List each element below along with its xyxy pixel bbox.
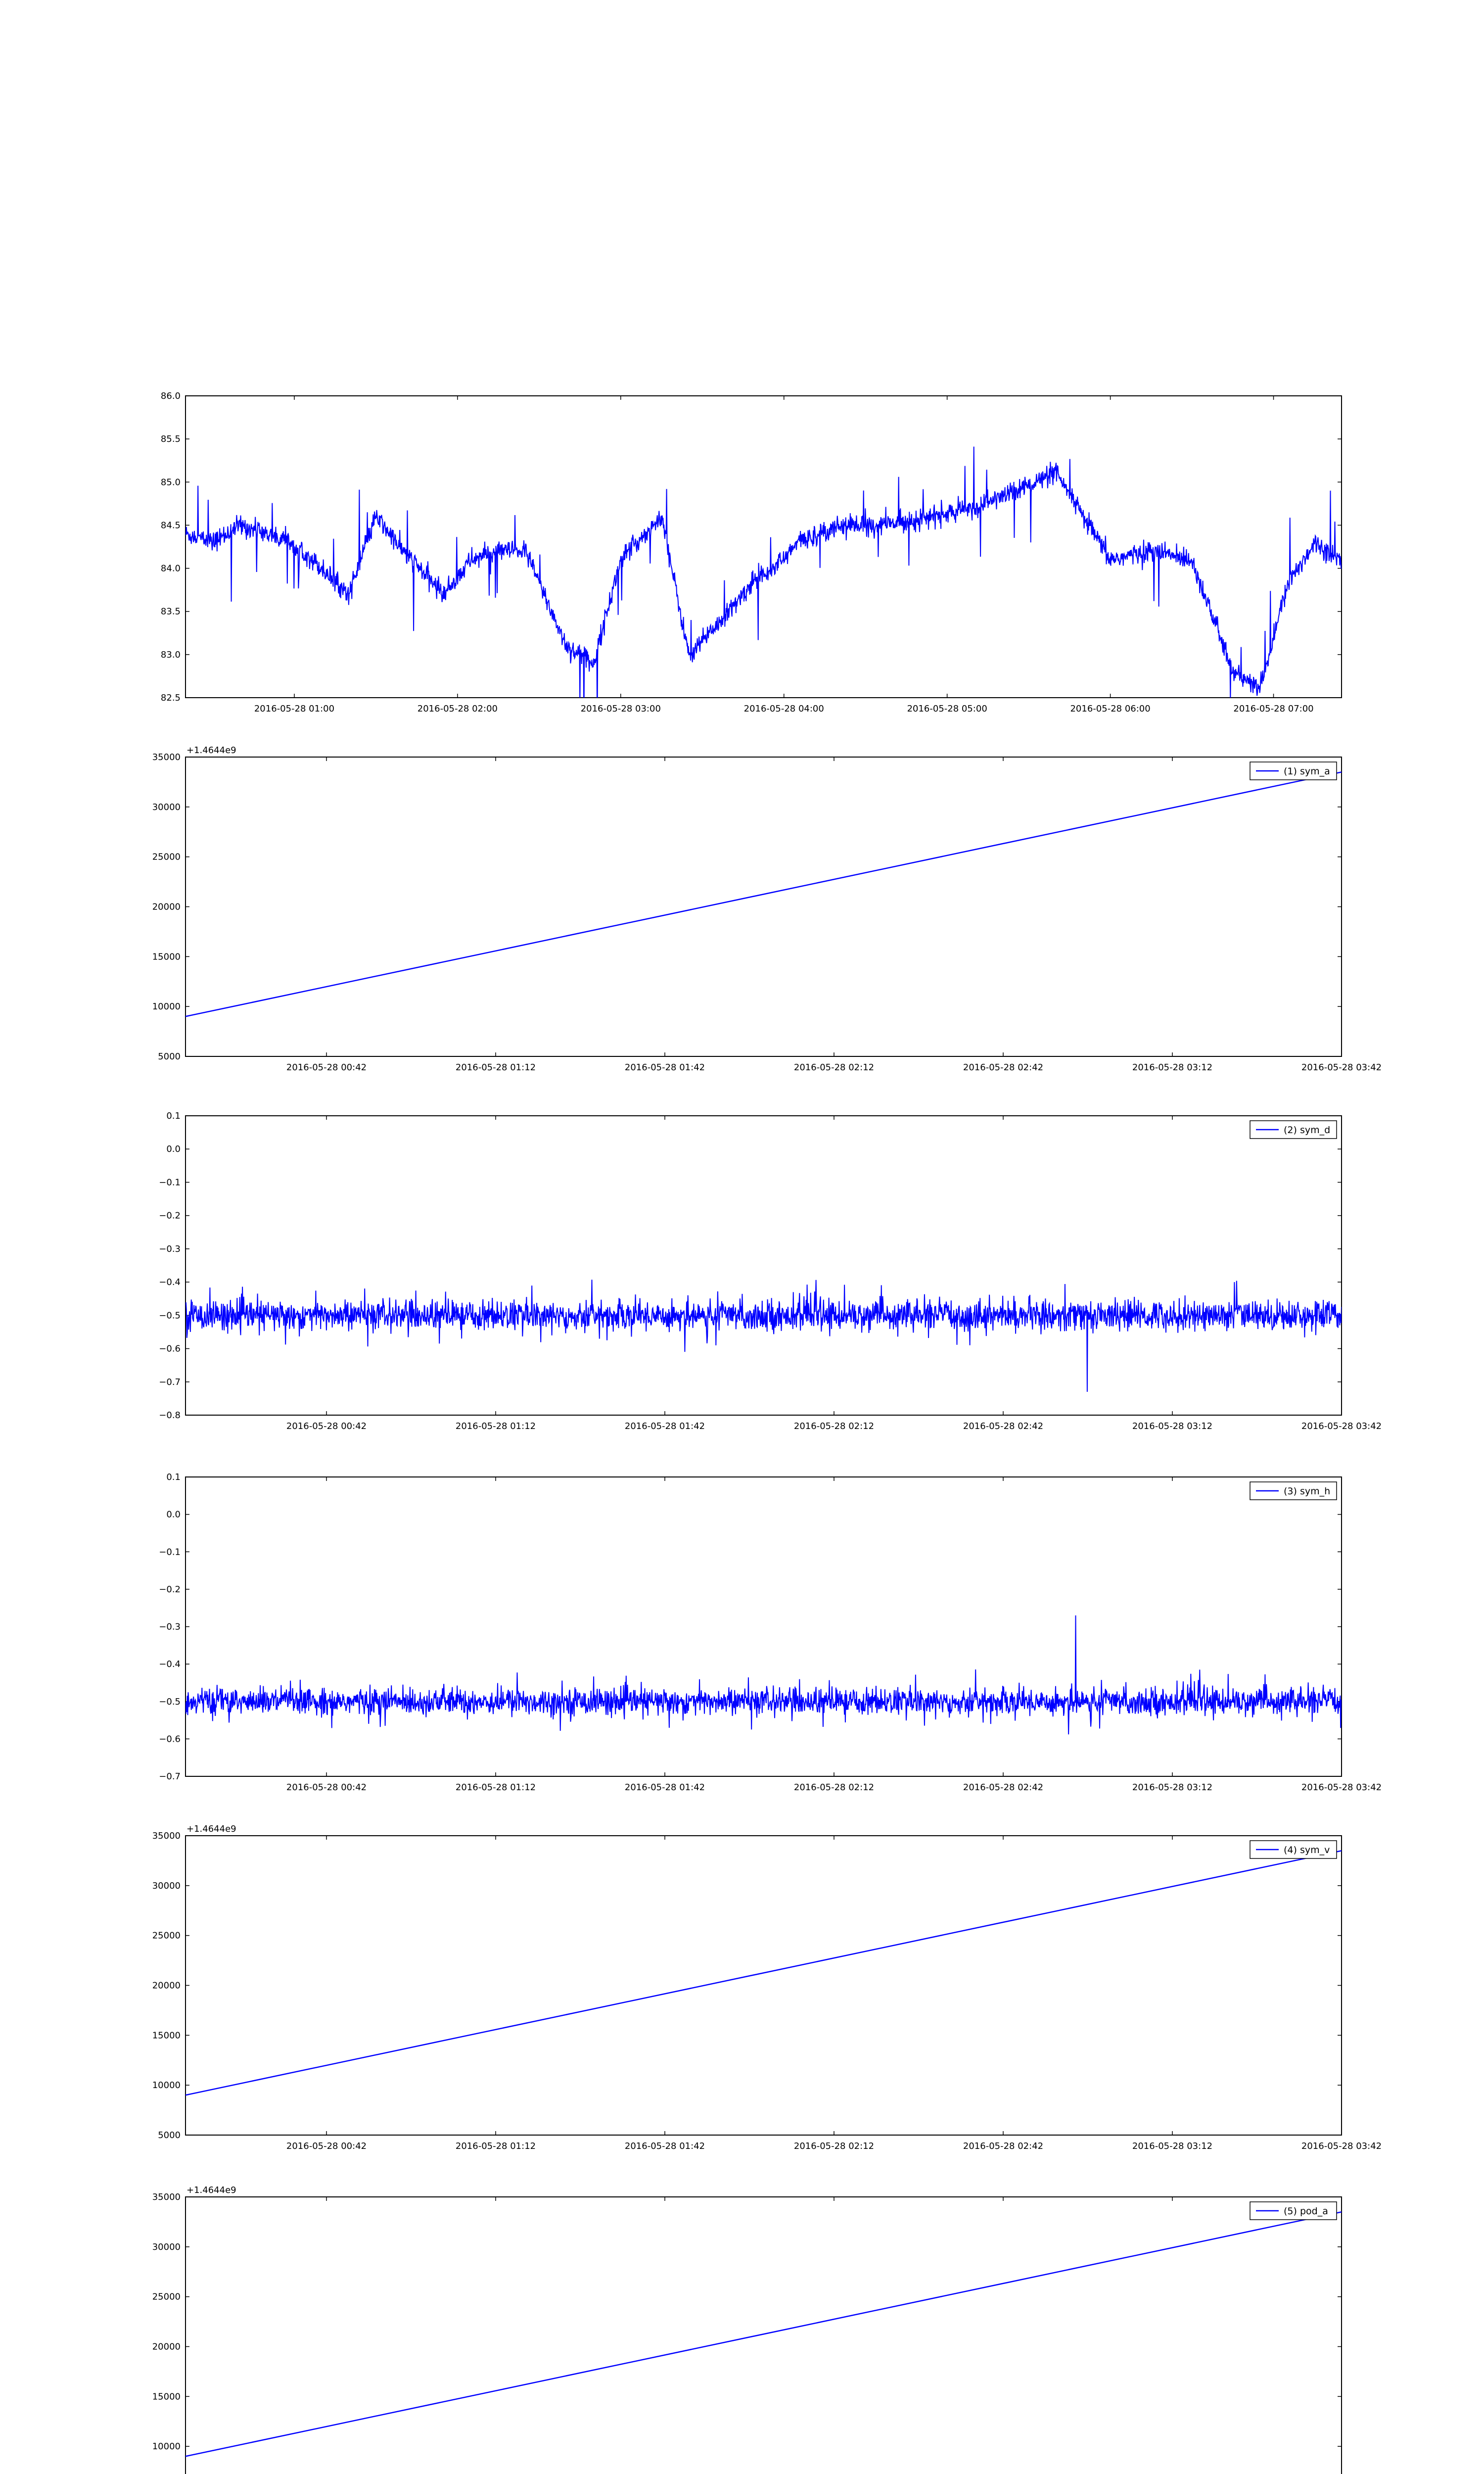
x-tick-label: 2016-05-28 01:00 xyxy=(254,704,335,714)
series-line-1 xyxy=(186,1851,1342,2095)
x-tick-label: 2016-05-28 01:42 xyxy=(624,2141,705,2151)
chart-panel-3 xyxy=(159,1111,1382,1431)
series-line-1 xyxy=(186,772,1342,1016)
legend-label: (2) sym_d xyxy=(1284,1125,1331,1136)
x-tick-label: 2016-05-28 00:42 xyxy=(286,1782,367,1793)
y-tick-label: 15000 xyxy=(152,952,181,962)
y-tick-label: 30000 xyxy=(152,802,181,812)
x-tick-label: 2016-05-28 02:12 xyxy=(793,1782,875,1793)
x-tick-label: 2016-05-28 01:42 xyxy=(624,1421,705,1431)
y-tick-label: −0.5 xyxy=(159,1310,181,1321)
x-tick-label: 2016-05-28 02:00 xyxy=(417,704,498,714)
x-tick-label: 2016-05-28 02:42 xyxy=(963,1062,1044,1073)
series-line-1 xyxy=(186,1280,1342,1392)
x-tick-label: 2016-05-28 03:12 xyxy=(1132,1062,1213,1073)
x-tick-label: 2016-05-28 03:42 xyxy=(1301,1421,1382,1431)
y-tick-label: −0.4 xyxy=(159,1659,181,1670)
y-tick-label: 0.0 xyxy=(166,1144,181,1155)
y-tick-label: 35000 xyxy=(152,752,181,762)
y-tick-label: 83.0 xyxy=(160,649,181,660)
chart-panel-5 xyxy=(152,1824,1382,2151)
x-tick-label: 2016-05-28 02:12 xyxy=(793,2141,875,2151)
y-tick-label: 30000 xyxy=(152,1880,181,1891)
y-tick-label: −0.7 xyxy=(159,1771,181,1782)
x-tick-label: 2016-05-28 02:12 xyxy=(793,1421,875,1431)
y-tick-label: 30000 xyxy=(152,2241,181,2252)
x-tick-label: 2016-05-28 03:42 xyxy=(1301,2141,1382,2151)
x-tick-label: 2016-05-28 03:12 xyxy=(1132,1421,1213,1431)
y-tick-label: 25000 xyxy=(152,1930,181,1941)
y-tick-label: 85.5 xyxy=(160,434,181,445)
x-tick-label: 2016-05-28 03:42 xyxy=(1301,1782,1382,1793)
chart-panel-2 xyxy=(152,745,1382,1073)
x-tick-label: 2016-05-28 06:00 xyxy=(1070,704,1151,714)
y-tick-label: −0.7 xyxy=(159,1377,181,1387)
x-tick-label: 2016-05-28 02:12 xyxy=(793,1062,875,1073)
y-tick-label: −0.1 xyxy=(159,1177,181,1188)
x-tick-label: 2016-05-28 01:12 xyxy=(455,1062,536,1073)
y-tick-label: 84.5 xyxy=(160,520,181,531)
y-tick-label: 83.5 xyxy=(160,606,181,617)
x-tick-label: 2016-05-28 01:12 xyxy=(455,1782,536,1793)
y-tick-label: 25000 xyxy=(152,2291,181,2302)
legend-label: (1) sym_a xyxy=(1284,766,1330,777)
y-tick-label: 82.5 xyxy=(160,693,181,703)
x-tick-label: 2016-05-28 00:42 xyxy=(286,1062,367,1073)
x-tick-label: 2016-05-28 01:42 xyxy=(624,1062,705,1073)
x-tick-label: 2016-05-28 00:42 xyxy=(286,1421,367,1431)
chart-panel-1 xyxy=(161,391,1342,725)
x-tick-label: 2016-05-28 07:00 xyxy=(1233,704,1314,714)
y-offset-text: +1.4644e9 xyxy=(186,2185,236,2195)
y-tick-label: −0.6 xyxy=(159,1734,181,1745)
x-tick-label: 2016-05-28 01:12 xyxy=(455,1421,536,1431)
y-tick-label: −0.1 xyxy=(159,1547,181,1558)
y-offset-text: +1.4644e9 xyxy=(186,745,236,756)
chart-panel-4 xyxy=(159,1472,1382,1793)
x-tick-label: 2016-05-28 03:12 xyxy=(1132,2141,1213,2151)
legend-label: (4) sym_v xyxy=(1284,1845,1330,1856)
y-tick-label: 0.1 xyxy=(166,1111,181,1121)
y-tick-label: 10000 xyxy=(152,1001,181,1012)
chart-panel-6 xyxy=(152,2185,1382,2474)
y-offset-text: +1.4644e9 xyxy=(186,1824,236,1834)
x-tick-label: 2016-05-28 03:42 xyxy=(1301,1062,1382,1073)
x-tick-label: 2016-05-28 04:00 xyxy=(743,704,824,714)
y-tick-label: 20000 xyxy=(152,1980,181,1991)
y-tick-label: −0.6 xyxy=(159,1343,181,1354)
y-tick-label: 0.1 xyxy=(166,1472,181,1482)
x-tick-label: 2016-05-28 02:42 xyxy=(963,1782,1044,1793)
x-tick-label: 2016-05-28 00:42 xyxy=(286,2141,367,2151)
x-tick-label: 2016-05-28 02:42 xyxy=(963,1421,1044,1431)
y-tick-label: −0.3 xyxy=(159,1243,181,1254)
axes-frame xyxy=(186,2197,1342,2474)
y-tick-label: 10000 xyxy=(152,2441,181,2452)
axes-frame xyxy=(186,1836,1342,2135)
legend xyxy=(1250,2202,1337,2220)
y-tick-label: 15000 xyxy=(152,2391,181,2402)
axes-frame xyxy=(186,757,1342,1056)
y-tick-label: 86.0 xyxy=(160,391,181,401)
legend xyxy=(1250,1121,1337,1139)
x-tick-label: 2016-05-28 05:00 xyxy=(907,704,987,714)
y-tick-label: 25000 xyxy=(152,852,181,862)
y-tick-label: −0.8 xyxy=(159,1410,181,1421)
y-tick-label: −0.2 xyxy=(159,1584,181,1595)
x-tick-label: 2016-05-28 01:12 xyxy=(455,2141,536,2151)
y-tick-label: 20000 xyxy=(152,2341,181,2352)
y-tick-label: 20000 xyxy=(152,902,181,912)
series-line-1 xyxy=(186,2212,1342,2456)
y-tick-label: 15000 xyxy=(152,2030,181,2041)
series-line-1 xyxy=(186,447,1342,725)
y-tick-label: 5000 xyxy=(158,2130,181,2141)
axes-frame xyxy=(186,1116,1342,1415)
y-tick-label: 10000 xyxy=(152,2080,181,2091)
y-tick-label: 84.0 xyxy=(160,563,181,574)
x-tick-label: 2016-05-28 01:42 xyxy=(624,1782,705,1793)
x-tick-label: 2016-05-28 03:12 xyxy=(1132,1782,1213,1793)
y-tick-label: −0.3 xyxy=(159,1621,181,1632)
legend-label: (3) sym_h xyxy=(1284,1486,1331,1497)
y-tick-label: 5000 xyxy=(158,1051,181,1062)
legend xyxy=(1250,1841,1337,1858)
legend xyxy=(1250,1482,1337,1500)
y-tick-label: −0.4 xyxy=(159,1277,181,1288)
legend xyxy=(1250,762,1337,780)
x-tick-label: 2016-05-28 02:42 xyxy=(963,2141,1044,2151)
axes-frame xyxy=(186,1477,1342,1776)
y-tick-label: 35000 xyxy=(152,1831,181,1841)
series-line-1 xyxy=(186,1616,1342,1734)
legend-label: (5) pod_a xyxy=(1284,2206,1328,2217)
y-tick-label: −0.2 xyxy=(159,1210,181,1221)
y-tick-label: 35000 xyxy=(152,2192,181,2202)
y-tick-label: −0.5 xyxy=(159,1696,181,1707)
x-tick-label: 2016-05-28 03:00 xyxy=(580,704,661,714)
y-tick-label: 0.0 xyxy=(166,1509,181,1520)
y-tick-label: 85.0 xyxy=(160,477,181,488)
